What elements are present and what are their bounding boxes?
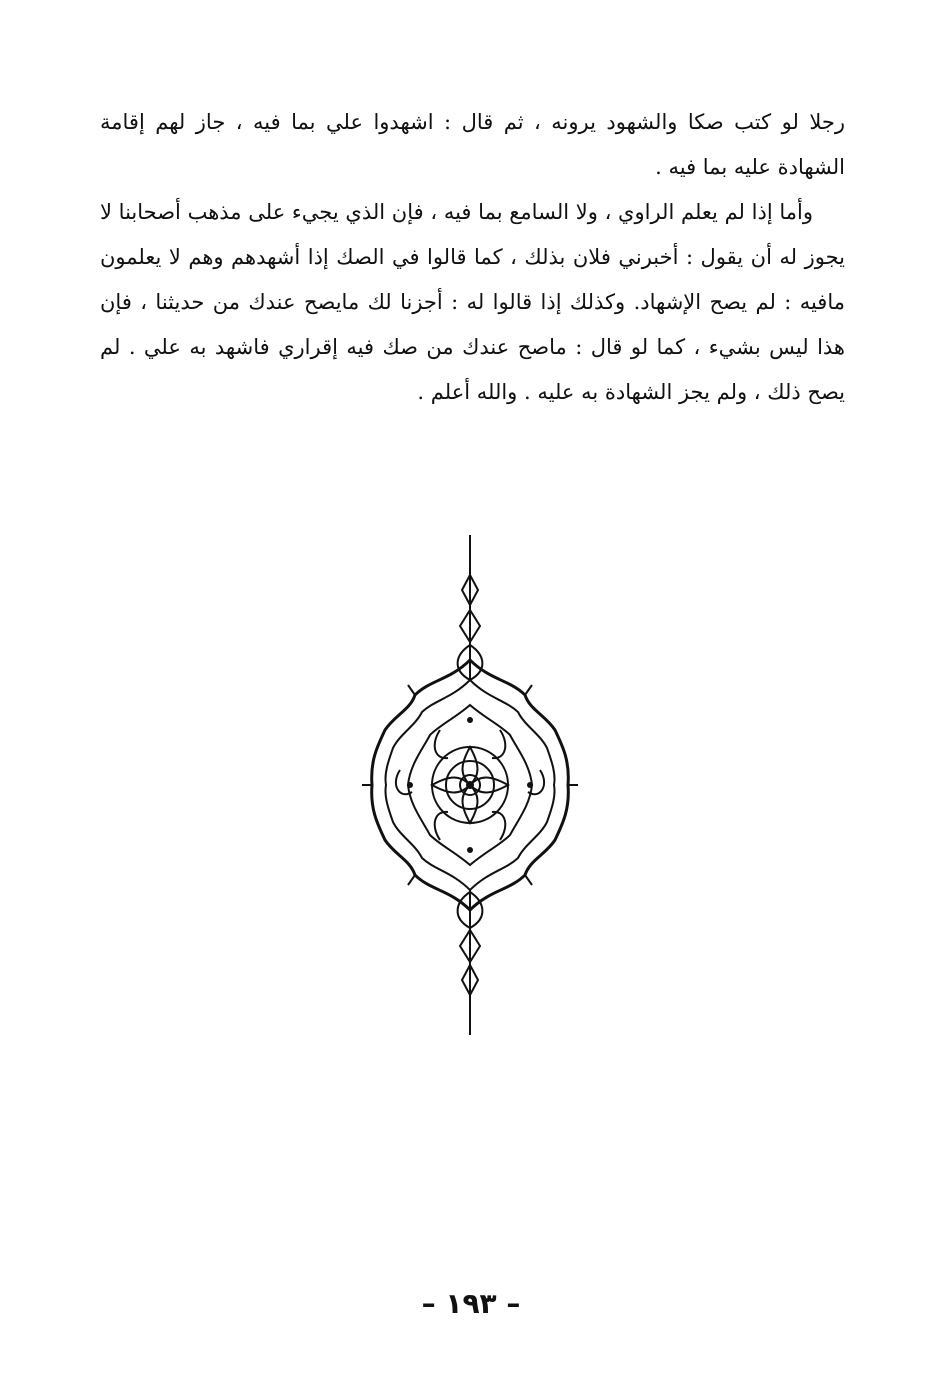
main-text [100,100,845,415]
paragraph-1: رجلا لو كتب صكا والشهود يرونه ، ثم قال : اشهدوا علي بما فيه ، جاز لهم إقامة الشهادة عليه بما فيه . [100,110,845,179]
page-number: – ١٩٣ – [421,1287,521,1320]
arabesque-ornament-icon [340,530,600,1040]
paragraph-2: وأما إذا لم يعلم الراوي ، ولا السامع بما فيه ، فإن الذي يجيء على مذهب أصحابنا لا يجوز له أن يقول : أخبرني فلان بذلك ، كما قالوا في الصك إذا أشهدهم وهم لا يعلمون مافيه : لم يصح الإشهاد. وكذلك إذا قالوا له : أجزنا لك مايصح عندك من حديثنا ، فإن هذا ليس بشيء ، كما لو قال : ماصح عندك من صك فيه إقراري فاشهد به علي . لم يصح ذلك ، ولم يجز الشهادة به عليه . والله أعلم . [100,200,845,404]
